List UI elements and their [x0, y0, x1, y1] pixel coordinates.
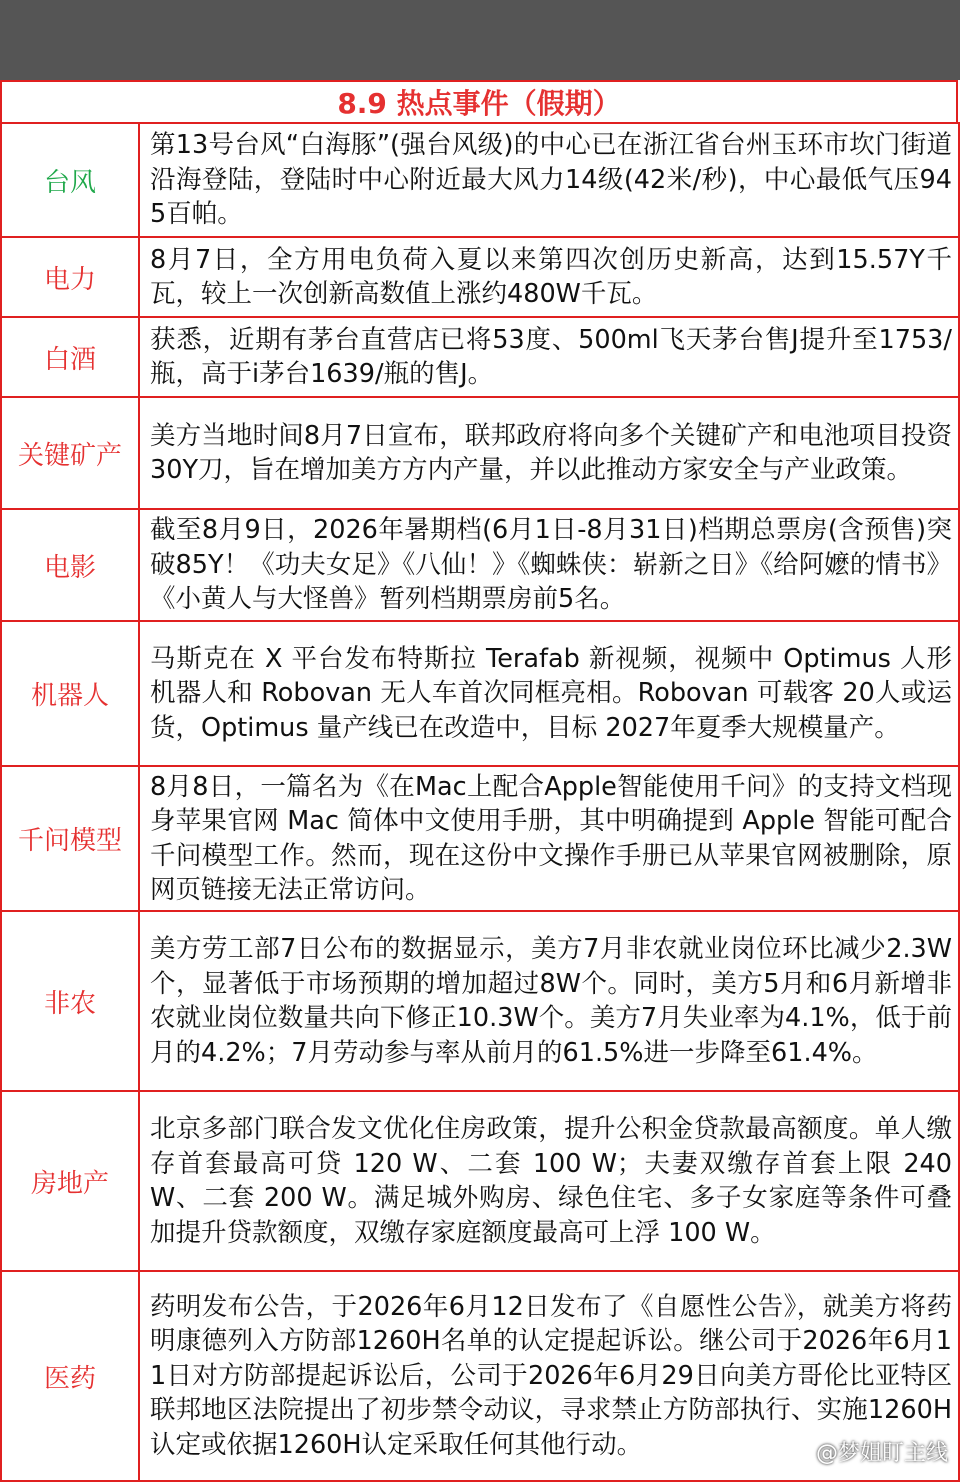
category-cell: 台风 [1, 123, 139, 237]
table-row [1, 911, 959, 1091]
table-row [1, 509, 959, 621]
weibo-logo-icon [784, 1441, 810, 1463]
table-row [1, 123, 959, 237]
events-table [0, 122, 960, 1482]
table-row [1, 766, 959, 911]
category-cell: 医药 [1, 1271, 139, 1481]
category-cell: 电影 [1, 509, 139, 621]
top-gray-bar [0, 0, 960, 80]
table-row [1, 317, 959, 397]
content-cell: 药明发布公告，于2026年6月12日发布了《自愿性公告》，就美方将药明康德列入方防部1260H名单的认定提起诉讼。继公司于2026年6月11日对方防部提起诉讼后，公司于2026年6月29日向美方哥伦比亚特区联邦地区法院提出了初步禁令动议，寻求禁止方防部执行、实施1260H认定或依据1260H认定采取任何其他行动。 [139, 1271, 959, 1481]
table-row [1, 621, 959, 766]
content-cell: 第13号台风“白海豚”(强台风级)的中心已在浙江省台州玉环市坎门街道沿海登陆，登陆时中心附近最大风力14级(42米/秒)，中心最低气压945百帕。 [139, 123, 959, 237]
category-cell: 白酒 [1, 317, 139, 397]
watermark [784, 1436, 948, 1467]
category-cell: 非农 [1, 911, 139, 1091]
category-cell: 电力 [1, 237, 139, 317]
content-cell: 马斯克在 X 平台发布特斯拉 Terafab 新视频，视频中 Optimus 人形机器人和 Robovan 无人车首次同框亮相。Robovan 可载客 20人或运货，Optimus 量产线已在改造中，目标 2027年夏季大规模量产。 [139, 621, 959, 766]
table-row [1, 1091, 959, 1271]
content-cell: 北京多部门联合发文优化住房政策，提升公积金贷款最高额度。单人缴存首套最高可贷 120 W、二套 100 W；夫妻双缴存首套上限 240 W、二套 200 W。满足城外购房、绿色住宅、多子女家庭等条件可叠加提升贷款额度，双缴存家庭额度最高可上浮 100 W。 [139, 1091, 959, 1271]
content-cell: 8月8日，一篇名为《在Mac上配合Apple智能使用千问》的支持文档现身苹果官网 Mac 简体中文使用手册，其中明确提到 Apple 智能可配合千问模型工作。然而，现在这份中文操作手册已从苹果官网被删除，原网页链接无法正常访问。 [139, 766, 959, 911]
category-cell: 房地产 [1, 1091, 139, 1271]
watermark-text: @梦姐盯主线 [815, 1441, 948, 1466]
category-cell: 关键矿产 [1, 397, 139, 509]
content-cell: 8月7日，全方用电负荷入夏以来第四次创历史新高，达到15.57Y千瓦，较上一次创新高数值上涨约480W千瓦。 [139, 237, 959, 317]
page-title: 8.9 热点事件（假期） [0, 80, 958, 124]
category-cell: 千问模型 [1, 766, 139, 911]
table-row [1, 397, 959, 509]
content-cell: 美方当地时间8月7日宣布，联邦政府将向多个关键矿产和电池项目投资30Y刀，旨在增加美方方内产量，并以此推动方家安全与产业政策。 [139, 397, 959, 509]
content-cell: 美方劳工部7日公布的数据显示，美方7月非农就业岗位环比减少2.3W个，显著低于市场预期的增加超过8W个。同时，美方5月和6月新增非农就业岗位数量共向下修正10.3W个。美方7月失业率为4.1%，低于前月的4.2%；7月劳动参与率从前月的61.5%进一步降至61.4%。 [139, 911, 959, 1091]
table-row [1, 237, 959, 317]
content-cell: 截至8月9日，2026年暑期档(6月1日-8月31日)档期总票房(含预售)突破85Y！《功夫女足》《八仙！》《蜘蛛侠：崭新之日》《给阿嬷的情书》《小黄人与大怪兽》暂列档期票房前5名。 [139, 509, 959, 621]
content-cell: 获悉，近期有茅台直营店已将53度、500ml飞天茅台售J提升至1753/瓶，高于i茅台1639/瓶的售J。 [139, 317, 959, 397]
category-cell: 机器人 [1, 621, 139, 766]
